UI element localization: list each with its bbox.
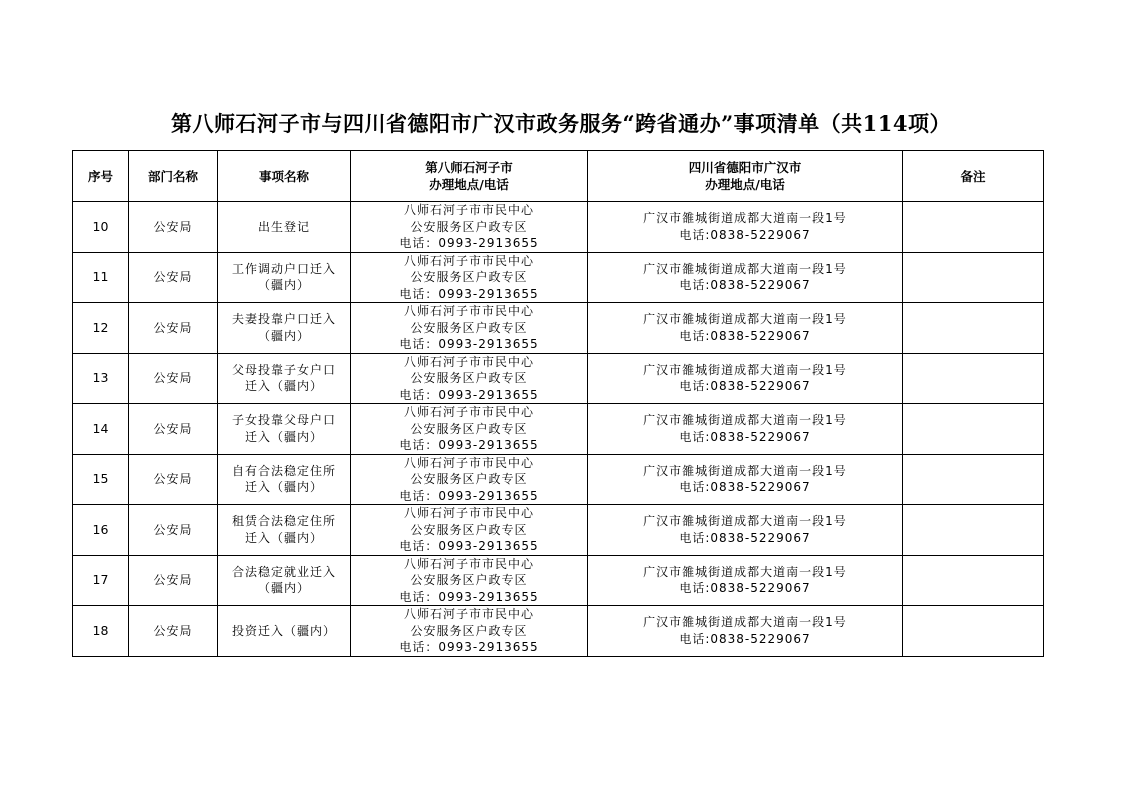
guanghan-location-line: 广汉市雒城街道成都大道南一段1号 xyxy=(643,211,847,226)
row-guanghan-location xyxy=(588,303,903,354)
row-note xyxy=(903,303,1044,354)
item-name-line: （疆内） xyxy=(257,581,310,596)
row-guanghan-location xyxy=(588,202,903,253)
row-note xyxy=(903,505,1044,556)
row-note xyxy=(903,555,1044,606)
shihezi-location-line: 公安服务区户政专区 xyxy=(410,623,528,638)
header-guanghan-line1: 四川省德阳市广汉市 xyxy=(688,160,802,175)
row-dept: 公安局 xyxy=(129,555,218,606)
row-dept: 公安局 xyxy=(129,353,218,404)
row-guanghan-location xyxy=(588,555,903,606)
row-item-name xyxy=(218,505,351,556)
shihezi-location-line: 电话：0993-2913655 xyxy=(399,539,539,553)
table-row xyxy=(73,353,1044,404)
table-row xyxy=(73,505,1044,556)
row-dept: 公安局 xyxy=(129,454,218,505)
table-row xyxy=(73,404,1044,455)
shihezi-location-line: 电话：0993-2913655 xyxy=(399,640,539,654)
guanghan-location-line: 广汉市雒城街道成都大道南一段1号 xyxy=(643,362,847,377)
row-seq: 11 xyxy=(73,252,129,303)
shihezi-location-line: 电话：0993-2913655 xyxy=(399,236,539,250)
header-item: 事项名称 xyxy=(218,151,351,202)
shihezi-location-line: 电话：0993-2913655 xyxy=(399,488,539,503)
row-note xyxy=(903,202,1044,253)
item-name-line: （疆内） xyxy=(257,278,310,293)
table-body xyxy=(73,202,1044,657)
table-row xyxy=(73,252,1044,303)
table-row xyxy=(73,303,1044,354)
row-seq: 18 xyxy=(73,606,129,657)
table-row xyxy=(73,606,1044,657)
row-shihezi-location xyxy=(351,555,588,606)
guanghan-location-line: 电话:0838-5229067 xyxy=(679,429,811,444)
row-seq: 12 xyxy=(73,303,129,354)
row-shihezi-location xyxy=(351,303,588,354)
item-name-line: 迁入（疆内） xyxy=(244,379,323,394)
item-name-line: 投资迁入（疆内） xyxy=(231,623,336,638)
shihezi-location-line: 电话：0993-2913655 xyxy=(399,337,539,351)
shihezi-location-line: 公安服务区户政专区 xyxy=(410,371,528,385)
row-dept: 公安局 xyxy=(129,404,218,455)
shihezi-location-line: 八师石河子市市民中心 xyxy=(403,556,534,571)
row-item-name xyxy=(218,454,351,505)
row-shihezi-location xyxy=(351,404,588,455)
shihezi-location-line: 八师石河子市市民中心 xyxy=(403,405,534,419)
row-seq: 10 xyxy=(73,202,129,253)
table-header-row xyxy=(73,151,1044,202)
guanghan-location-line: 广汉市雒城街道成都大道南一段1号 xyxy=(643,312,847,327)
row-shihezi-location xyxy=(351,505,588,556)
shihezi-location-line: 八师石河子市市民中心 xyxy=(403,253,534,268)
item-name-line: （疆内） xyxy=(257,328,310,343)
shihezi-location-line: 八师石河子市市民中心 xyxy=(403,203,534,217)
item-name-line: 迁入（疆内） xyxy=(244,480,323,495)
row-seq: 14 xyxy=(73,404,129,455)
shihezi-location-line: 公安服务区户政专区 xyxy=(410,522,528,537)
row-shihezi-location xyxy=(351,353,588,404)
guanghan-location-line: 广汉市雒城街道成都大道南一段1号 xyxy=(643,615,847,630)
shihezi-location-line: 八师石河子市市民中心 xyxy=(403,455,534,470)
shihezi-location-line: 八师石河子市市民中心 xyxy=(403,506,534,520)
item-name-line: 自有合法稳定住所 xyxy=(231,463,336,478)
row-item-name xyxy=(218,555,351,606)
row-note xyxy=(903,606,1044,657)
row-item-name xyxy=(218,303,351,354)
row-seq: 13 xyxy=(73,353,129,404)
table-row xyxy=(73,454,1044,505)
row-seq: 17 xyxy=(73,555,129,606)
shihezi-location-line: 电话：0993-2913655 xyxy=(399,286,539,301)
shihezi-location-line: 公安服务区户政专区 xyxy=(410,270,528,284)
shihezi-location-line: 公安服务区户政专区 xyxy=(410,472,528,486)
row-note xyxy=(903,454,1044,505)
row-guanghan-location xyxy=(588,353,903,404)
guanghan-location-line: 电话:0838-5229067 xyxy=(679,278,811,293)
shihezi-location-line: 电话：0993-2913655 xyxy=(399,387,539,402)
row-item-name xyxy=(218,252,351,303)
guanghan-location-line: 广汉市雒城街道成都大道南一段1号 xyxy=(643,261,847,276)
shihezi-location-line: 八师石河子市市民中心 xyxy=(403,354,534,369)
item-name-line: 工作调动户口迁入 xyxy=(231,261,336,276)
shihezi-location-line: 公安服务区户政专区 xyxy=(410,421,528,436)
shihezi-location-line: 公安服务区户政专区 xyxy=(410,573,528,587)
header-note: 备注 xyxy=(903,151,1044,202)
header-shihezi-line1: 第八师石河子市 xyxy=(425,160,513,175)
row-shihezi-location xyxy=(351,202,588,253)
row-dept: 公安局 xyxy=(129,505,218,556)
row-item-name xyxy=(218,353,351,404)
item-name-line: 迁入（疆内） xyxy=(244,530,323,545)
row-shihezi-location xyxy=(351,252,588,303)
header-dept: 部门名称 xyxy=(129,151,218,202)
row-guanghan-location xyxy=(588,252,903,303)
table-row xyxy=(73,555,1044,606)
item-name-line: 租赁合法稳定住所 xyxy=(231,514,336,529)
header-seq: 序号 xyxy=(73,151,129,202)
row-dept: 公安局 xyxy=(129,202,218,253)
row-shihezi-location xyxy=(351,454,588,505)
row-guanghan-location xyxy=(588,505,903,556)
row-item-name xyxy=(218,606,351,657)
shihezi-location-line: 电话：0993-2913655 xyxy=(399,589,539,604)
item-name-line: 出生登记 xyxy=(257,219,310,234)
guanghan-location-line: 广汉市雒城街道成都大道南一段1号 xyxy=(643,413,847,428)
document-title: 第八师石河子市与四川省德阳市广汉市政务服务“跨省通办”事项清单（共114项） xyxy=(171,111,951,136)
row-dept: 公安局 xyxy=(129,252,218,303)
shihezi-location-line: 公安服务区户政专区 xyxy=(410,320,528,335)
guanghan-location-line: 电话:0838-5229067 xyxy=(679,227,811,242)
matters-table xyxy=(72,150,1044,657)
shihezi-location-line: 电话：0993-2913655 xyxy=(399,438,539,452)
item-name-line: 子女投靠父母户口 xyxy=(231,413,336,428)
guanghan-location-line: 电话:0838-5229067 xyxy=(679,480,811,495)
shihezi-location-line: 公安服务区户政专区 xyxy=(410,219,528,234)
table-row xyxy=(73,202,1044,253)
row-note xyxy=(903,404,1044,455)
item-name-line: 迁入（疆内） xyxy=(244,429,323,444)
guanghan-location-line: 广汉市雒城街道成都大道南一段1号 xyxy=(643,564,847,579)
row-guanghan-location xyxy=(588,606,903,657)
shihezi-location-line: 八师石河子市市民中心 xyxy=(403,607,534,621)
row-dept: 公安局 xyxy=(129,606,218,657)
guanghan-location-line: 电话:0838-5229067 xyxy=(679,328,811,343)
header-guanghan-location xyxy=(588,151,903,202)
guanghan-location-line: 广汉市雒城街道成都大道南一段1号 xyxy=(643,463,847,478)
item-name-line: 夫妻投靠户口迁入 xyxy=(231,312,336,327)
guanghan-location-line: 电话:0838-5229067 xyxy=(679,530,811,545)
guanghan-location-line: 电话:0838-5229067 xyxy=(679,379,811,394)
row-guanghan-location xyxy=(588,454,903,505)
guanghan-location-line: 广汉市雒城街道成都大道南一段1号 xyxy=(643,514,847,529)
guanghan-location-line: 电话:0838-5229067 xyxy=(679,631,811,646)
row-shihezi-location xyxy=(351,606,588,657)
header-guanghan-line2: 办理地点/电话 xyxy=(705,177,785,192)
row-item-name xyxy=(218,404,351,455)
item-name-line: 父母投靠子女户口 xyxy=(231,362,336,377)
header-shihezi-location xyxy=(351,151,588,202)
row-dept: 公安局 xyxy=(129,303,218,354)
row-seq: 15 xyxy=(73,454,129,505)
guanghan-location-line: 电话:0838-5229067 xyxy=(679,581,811,596)
shihezi-location-line: 八师石河子市市民中心 xyxy=(403,304,534,318)
row-note xyxy=(903,252,1044,303)
row-item-name xyxy=(218,202,351,253)
row-guanghan-location xyxy=(588,404,903,455)
row-seq: 16 xyxy=(73,505,129,556)
item-name-line: 合法稳定就业迁入 xyxy=(231,564,336,579)
row-note xyxy=(903,353,1044,404)
header-shihezi-line2: 办理地点/电话 xyxy=(429,177,509,192)
